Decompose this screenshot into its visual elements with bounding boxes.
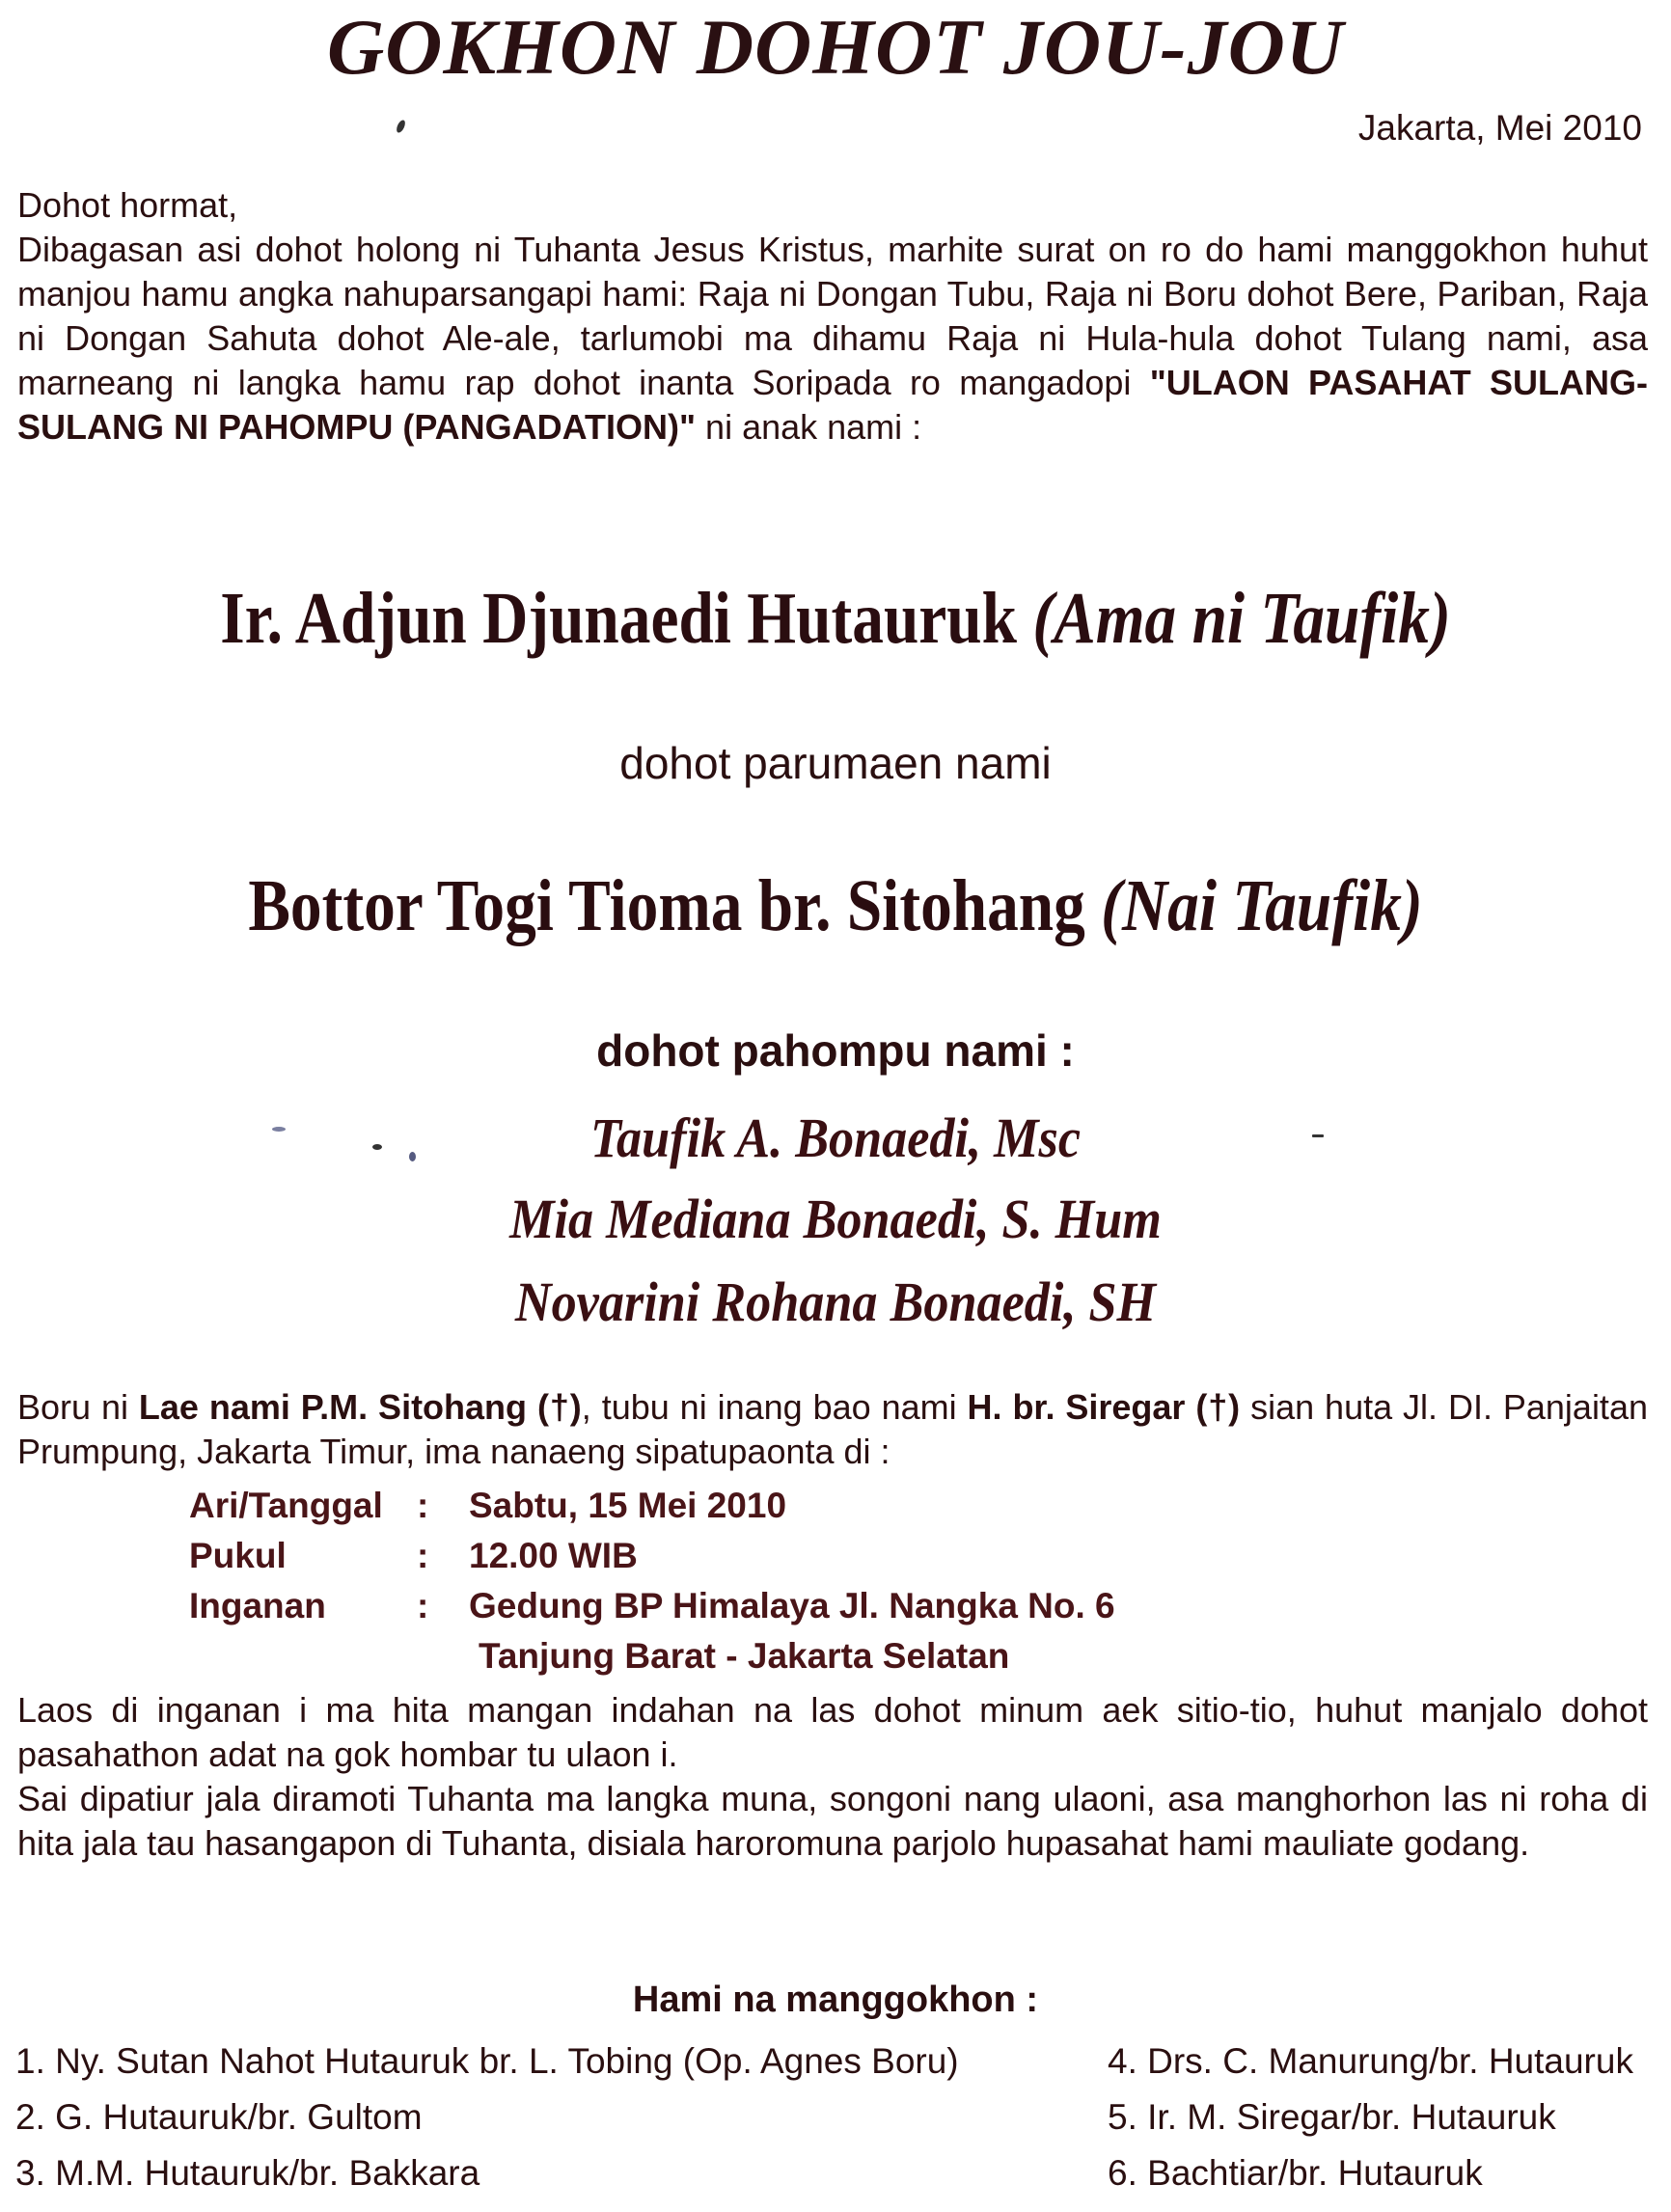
host-item: 3. M.M. Hutauruk/br. Bakkara: [15, 2153, 480, 2193]
greeting: Dohot hormat,: [17, 185, 238, 225]
closing-text-1: Laos di inganan i ma hita mangan indahan na las dohot minum aek sitio-tio, huhut manjalo dohot pasahathon adat na gok hombar tu ulaon i.: [17, 1690, 1648, 1774]
host-item: 4. Drs. C. Manurung/br. Hutauruk: [1108, 2041, 1633, 2081]
hosts-list-left: [15, 2034, 959, 2201]
grandchild-2: Mia Mediana Bonaedi, S. Hum: [509, 1188, 1162, 1250]
intro-end: ni anak nami :: [696, 407, 922, 447]
detail-value: Sabtu, 15 Mei 2010: [469, 1486, 787, 1525]
host-item: 6. Bachtiar/br. Hutauruk: [1108, 2153, 1483, 2193]
origin-text-1: Boru ni: [17, 1387, 139, 1427]
daughter-in-law-name: [117, 864, 1554, 948]
daughter-in-law-name-text: Bottor Togi Tioma br. Sitohang: [248, 865, 1102, 946]
joiner-daughter-in-law: dohot parumaen nami: [619, 738, 1052, 788]
origin-paragraph: [17, 1385, 1648, 1474]
origin-text-2: , tubu ni inang bao nami: [581, 1387, 968, 1427]
detail-label: Ari/Tanggal: [189, 1486, 383, 1525]
son-name-line: [0, 577, 1671, 661]
scan-speck: [1312, 1134, 1324, 1137]
closing-text-2: Sai dipatiur jala diramoti Tuhanta ma langka muna, songoni nang ulaoni, asa manghorhon las ni roha di hita jala tau hasangapon di Tuhanta, disiala haroromuna parjolo hupasahat hami mauliate godang.: [17, 1779, 1648, 1863]
closing-paragraph: [17, 1688, 1648, 1866]
scan-speck: [409, 1152, 416, 1161]
host-item: 1. Ny. Sutan Nahot Hutauruk br. L. Tobing (Op. Agnes Boru): [15, 2041, 959, 2081]
daughter-in-law-line: [0, 864, 1671, 948]
date-line: Jakarta, Mei 2010: [1357, 108, 1642, 148]
detail-value: Gedung BP Himalaya Jl. Nangka No. 6: [469, 1586, 1115, 1625]
detail-label: Inganan: [189, 1586, 326, 1625]
scan-speck: [372, 1144, 382, 1150]
scan-speck: [272, 1127, 286, 1132]
grandchild-1: Taufik A. Bonaedi, Msc: [589, 1106, 1082, 1169]
mother-in-law: H. br. Siregar (†): [967, 1387, 1241, 1427]
document-title: GOKHON DOHOT JOU-JOU: [326, 3, 1345, 91]
detail-colon: :: [417, 1536, 429, 1575]
father-in-law: Lae nami P.M. Sitohang (†): [138, 1387, 582, 1427]
host-item: 2. G. Hutauruk/br. Gultom: [15, 2097, 423, 2137]
detail-colon: :: [417, 1486, 429, 1525]
daughter-in-law-alias: (Nai Taufik): [1101, 865, 1423, 946]
host-item: 5. Ir. M. Siregar/br. Hutauruk: [1108, 2097, 1556, 2137]
event-name: "ULAON PASAHAT SULANG-SULANG NI PAHOMPU (PANGADATION)": [17, 363, 1648, 447]
scan-speck: [395, 119, 406, 134]
intro-paragraph: [17, 228, 1648, 450]
origin-text-3: sian huta Jl. DI. Panjaitan Prumpung, Jakarta Timur, ima nanaeng sipatupaonta di :: [17, 1387, 1648, 1471]
joiner-grandchildren: dohot pahompu nami :: [596, 1025, 1075, 1076]
son-name: [117, 577, 1554, 661]
intro-text: Dibagasan asi dohot holong ni Tuhanta Jesus Kristus, marhite surat on ro do hami manggokhon huhut manjou hamu angka nahuparsangapi hami: Raja ni Dongan Tubu, Raja ni Boru dohot Bere, Pariban, Raja ni Dongan Sahuta dohot Ale-ale, tarlumobi ma dihamu Raja ni Hula-hula dohot Tulang nami, asa marneang ni langka hamu rap dohot inanta Soripada ro mangadopi: [17, 230, 1648, 402]
signoff-heading: Hami na manggokhon :: [632, 1980, 1039, 2020]
son-alias: (Ama ni Taufik): [1032, 578, 1451, 659]
hosts-list-right: [1108, 2034, 1633, 2201]
detail-value: 12.00 WIB: [469, 1536, 638, 1575]
detail-value-continued: Tanjung Barat - Jakarta Selatan: [479, 1636, 1010, 1676]
detail-colon: :: [417, 1586, 429, 1625]
son-name-text: Ir. Adjun Djunaedi Hutauruk: [220, 578, 1033, 659]
grandchild-3: Novarini Rohana Bonaedi, SH: [514, 1270, 1157, 1333]
detail-label: Pukul: [189, 1536, 287, 1575]
